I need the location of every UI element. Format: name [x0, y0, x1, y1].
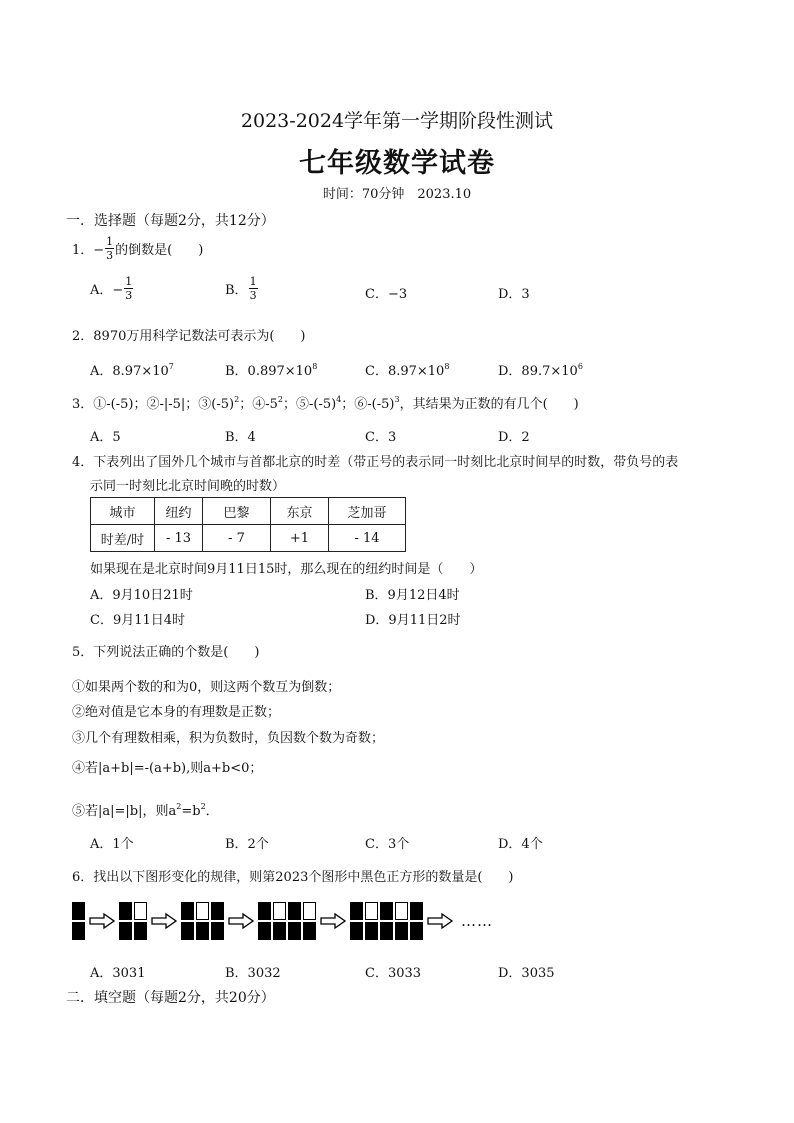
q1-option-b-fraction [249, 276, 258, 301]
q3-exp-3: 4 [336, 395, 342, 404]
q5-statement-2: ②绝对值是它本身的有理数是正数； [72, 705, 281, 720]
q2-option-d [498, 360, 583, 379]
pattern-figure-1 [72, 902, 85, 940]
pattern-row-bottom [350, 922, 423, 940]
black-square [303, 922, 316, 940]
q6-option-a: A．3031 [90, 966, 146, 981]
pattern-row-bottom [72, 922, 85, 940]
question-3 [72, 393, 579, 412]
black-square [365, 922, 378, 940]
black-square [410, 922, 423, 940]
white-square [395, 902, 408, 920]
section-1-heading: 一．选择题（每题2分，共12分） [66, 213, 275, 229]
table-cell: 巴黎 [203, 498, 271, 525]
q1-frac-den: 3 [106, 249, 114, 262]
table-cell: 芝加哥 [329, 498, 406, 525]
q5-option-a: A．1个 [90, 837, 134, 852]
q1-option-a-den: 3 [125, 289, 133, 302]
pattern-row-bottom [181, 922, 224, 940]
q1-option-d: D．3 [498, 287, 530, 302]
q1-option-b-label: B． [225, 283, 248, 298]
black-square [288, 902, 301, 920]
pattern-figure-5 [350, 902, 423, 940]
q1-option-a [90, 276, 134, 301]
q5-s5-exp-1: 2 [176, 802, 182, 811]
q3-part-1: 3．①-(-5)；②-|-5|；③(-5) [72, 397, 235, 412]
q3-exp-4: 3 [394, 395, 400, 404]
black-square [134, 922, 147, 940]
black-square [395, 922, 408, 940]
q3-option-b: B．4 [225, 430, 256, 445]
white-square [303, 902, 316, 920]
right-arrow-icon [427, 912, 453, 930]
black-square [380, 902, 393, 920]
q6-option-c: C．3033 [365, 966, 422, 981]
q2-option-d-base: D．89.7×10 [498, 364, 578, 379]
black-square [72, 902, 85, 920]
q1-option-c: C．−3 [365, 287, 408, 302]
black-square [72, 922, 85, 940]
q2-option-a [90, 360, 174, 379]
question-4-prompt: 如果现在是北京时间9月11日15时，那么现在的纽约时间是（ ） [90, 562, 483, 577]
section-2-heading: 二．填空题（每题2分，共20分） [66, 990, 275, 1006]
q5-statement-3: ③几个有理数相乘，积为负数时，负因数个数为奇数； [72, 731, 385, 746]
right-arrow-icon [89, 912, 115, 930]
q2-option-c-exp: 8 [444, 362, 450, 371]
q1-option-b [225, 276, 259, 301]
white-square [196, 902, 209, 920]
black-square [258, 902, 271, 920]
q3-part-2: ；④-5 [239, 397, 278, 412]
q5-s5-part-1: ⑤若|a|=|b|，则a [72, 804, 177, 819]
white-square [134, 902, 147, 920]
pattern-row-bottom [258, 922, 316, 940]
q4-option-b: B．9月12日4时 [365, 588, 460, 603]
q5-s5-part-2: =b [181, 804, 201, 819]
q5-s5-exp-2: 2 [200, 802, 206, 811]
q3-part-4: ；⑥-(-5) [341, 397, 395, 412]
table-cell: - 13 [155, 525, 203, 552]
black-square [211, 902, 224, 920]
black-square [350, 902, 363, 920]
q5-statement-1: ①如果两个数的和为0，则这两个数互为倒数； [72, 680, 341, 695]
table-cell: 东京 [271, 498, 329, 525]
q1-option-b-den: 3 [249, 289, 257, 302]
q5-statement-4: ④若|a+b|=-(a+b),则a+b<0； [72, 761, 263, 776]
q4-option-d: D．9月11日2时 [365, 613, 461, 628]
q5-option-d: D．4个 [498, 837, 543, 852]
white-square [273, 902, 286, 920]
q2-option-c [365, 360, 449, 379]
q3-exp-2: 2 [277, 395, 283, 404]
right-arrow-icon [228, 912, 254, 930]
exam-title: 七年级数学试卷 [299, 148, 495, 179]
exam-time: 时间：70分钟 2023.10 [322, 187, 472, 202]
black-square [211, 922, 224, 940]
q2-option-c-base: C．8.97×10 [365, 364, 445, 379]
pattern-figure-3 [181, 902, 224, 940]
table-cell: 时差/时 [91, 525, 155, 552]
pattern-row-top [181, 902, 224, 920]
q2-option-b [225, 360, 317, 379]
pattern-row-top [119, 902, 147, 920]
exam-header-line1: 2023-2024学年第一学期阶段性测试 [240, 110, 554, 132]
black-square [181, 902, 194, 920]
q2-option-a-base: A．8.97×10 [90, 364, 169, 379]
q2-option-b-base: B．0.897×10 [225, 364, 313, 379]
black-square [181, 922, 194, 940]
table-cell: - 7 [203, 525, 271, 552]
table-row [91, 525, 406, 552]
q5-option-c: C．3个 [365, 837, 410, 852]
question-5: 5．下列说法正确的个数是( ) [72, 645, 260, 660]
q3-option-a: A．5 [90, 430, 121, 445]
table-cell: - 14 [329, 525, 406, 552]
pattern-row-bottom [119, 922, 147, 940]
question-6: 6．找出以下图形变化的规律，则第2023个图形中黑色正方形的数量是( ) [72, 870, 514, 885]
q5-option-b: B．2个 [225, 837, 269, 852]
q1-fraction [105, 236, 114, 261]
square-pattern-sequence [72, 900, 493, 942]
q1-option-a-label: A．− [90, 283, 124, 298]
question-4-line1: 4．下表列出了国外几个城市与首都北京的时差（带正号的表示同一时刻比北京时间早的时数，带负号的表 [72, 455, 679, 470]
table-header-row [91, 498, 406, 525]
q3-option-c: C．3 [365, 430, 397, 445]
q3-part-5: ，其结果为正数的有几个( ) [399, 397, 579, 412]
right-arrow-icon [151, 912, 177, 930]
q6-option-d: D．3035 [498, 966, 555, 981]
q4-option-a: A．9月10日21时 [90, 588, 193, 603]
q1-prefix: 1．− [72, 243, 105, 258]
question-1 [72, 236, 203, 261]
right-arrow-icon [320, 912, 346, 930]
q2-option-a-exp: 7 [168, 362, 174, 371]
pattern-row-top [72, 902, 85, 920]
q5-statement-5 [72, 800, 219, 819]
q1-suffix: 的倒数是( ) [115, 243, 204, 258]
black-square [350, 922, 363, 940]
pattern-figure-4 [258, 902, 316, 940]
table-cell: 纽约 [155, 498, 203, 525]
black-square [119, 902, 132, 920]
table-cell: +1 [271, 525, 329, 552]
black-square [410, 902, 423, 920]
black-square [258, 922, 271, 940]
black-square [273, 922, 286, 940]
q2-option-d-exp: 6 [577, 362, 583, 371]
question-4-line2: 示同一时刻比北京时间晚的时数） [90, 479, 286, 494]
black-square [288, 922, 301, 940]
q3-exp-1: 2 [234, 395, 240, 404]
black-square [119, 922, 132, 940]
ellipsis: …… [461, 912, 493, 930]
black-square [196, 922, 209, 940]
time-difference-table [90, 497, 406, 552]
table-cell: 城市 [91, 498, 155, 525]
q1-frac-num: 1 [106, 235, 114, 248]
pattern-row-top [350, 902, 423, 920]
q1-option-b-num: 1 [249, 275, 257, 288]
q4-option-c: C．9月11日4时 [90, 613, 186, 628]
q3-part-3: ；⑤-(-5) [282, 397, 337, 412]
white-square [365, 902, 378, 920]
q3-option-d: D．2 [498, 430, 530, 445]
black-square [380, 922, 393, 940]
q1-option-a-num: 1 [125, 275, 133, 288]
q5-s5-part-3: ． [205, 804, 219, 819]
q1-option-a-fraction [124, 276, 133, 301]
pattern-figure-2 [119, 902, 147, 940]
q2-option-b-exp: 8 [312, 362, 318, 371]
q6-option-b: B．3032 [225, 966, 281, 981]
question-2: 2．8970万用科学记数法可表示为( ) [72, 329, 306, 344]
pattern-row-top [258, 902, 316, 920]
